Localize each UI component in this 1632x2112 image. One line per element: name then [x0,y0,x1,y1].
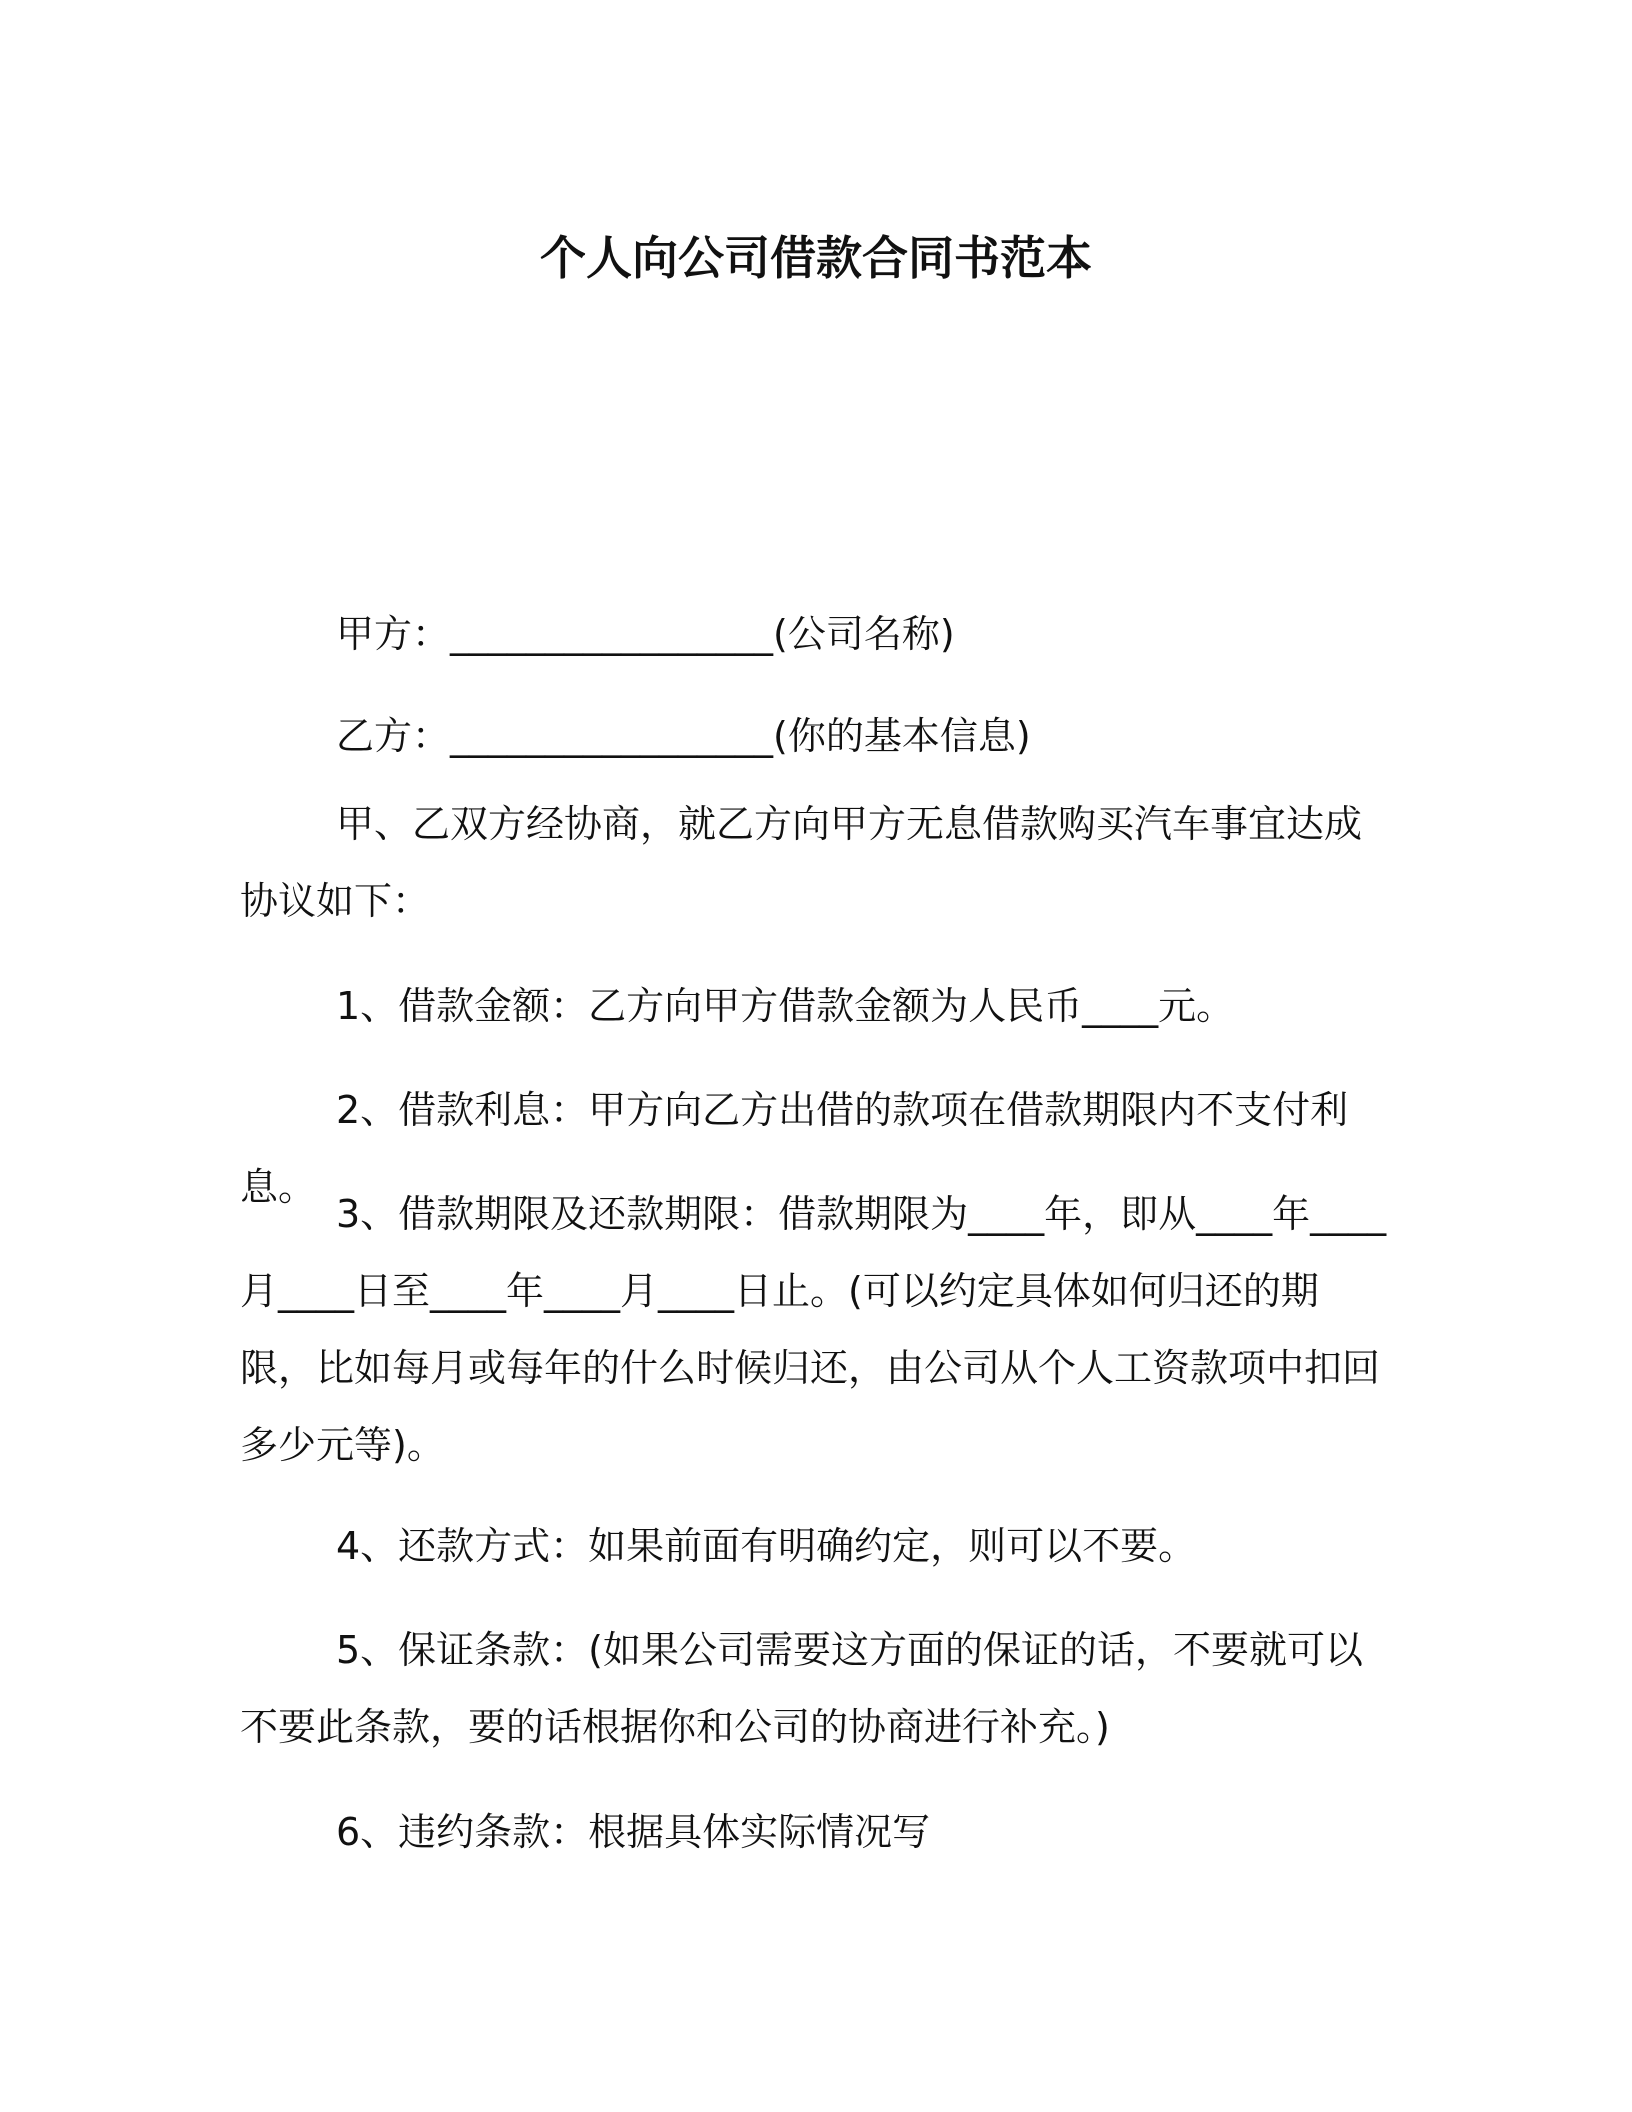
clause-4 [240,1508,1390,1585]
paragraph-party-b: 乙方：_________________(你的基本信息) [336,714,1031,758]
paragraph-clause-6: 6、违约条款：根据具体实际情况写 [336,1810,931,1854]
paragraph-clause-2: 2、借款利息：甲方向乙方出借的款项在借款期限内不支付利息。 [240,1088,1349,1209]
paragraph-clause-3: 3、借款期限及还款期限：借款期限为____年，即从____年____月____日至____年____月____日止。(可以约定具体如何归还的期限，比如每月或每年的什么时候归还，由公司从个人工资款项中扣回多少元等)。 [240,1192,1387,1467]
paragraph-clause-5: 5、保证条款：(如果公司需要这方面的保证的话，不要就可以不要此条款，要的话根据你和公司的协商进行补充。) [240,1628,1364,1749]
clause-3 [240,1176,1390,1484]
paragraph-clause-1: 1、借款金额：乙方向甲方借款金额为人民币____元。 [336,984,1235,1028]
paragraph-intro: 甲、乙双方经协商，就乙方向甲方无息借款购买汽车事宜达成协议如下： [240,802,1363,923]
party-a-line [240,596,1390,673]
clause-5 [240,1612,1390,1766]
paragraph-party-a: 甲方：_________________(公司名称) [336,612,955,656]
intro-paragraph [240,786,1390,940]
document-title: 个人向公司借款合同书范本 [540,231,1092,285]
paragraph-clause-4: 4、还款方式：如果前面有明确约定，则可以不要。 [336,1524,1197,1568]
clause-6 [240,1794,1390,1871]
party-b-line [240,698,1390,775]
clause-1 [240,968,1390,1045]
